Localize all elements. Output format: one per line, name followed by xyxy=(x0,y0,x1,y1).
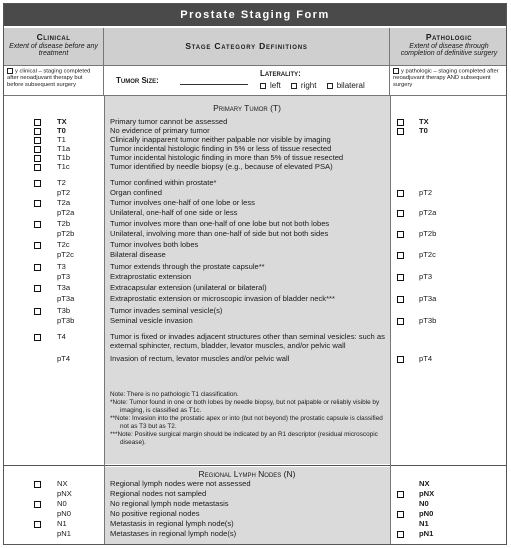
pathologic-code: pT3a xyxy=(419,294,437,303)
pathologic-code: T0 xyxy=(419,126,428,135)
stage-description: Tumor invades seminal vesicle(s) xyxy=(110,306,223,315)
laterality-options xyxy=(260,81,373,90)
clinical-checkbox[interactable] xyxy=(34,155,41,162)
primary-tumor-notes xyxy=(110,391,386,447)
tumor-laterality-row xyxy=(104,66,390,96)
pathologic-code: pT4 xyxy=(419,354,433,363)
clinical-checkbox[interactable] xyxy=(34,481,41,488)
stage-description: Clinically inapparent tumor neither palpable nor visible by imaging xyxy=(110,135,331,144)
primary-tumor-row xyxy=(4,263,507,272)
footnote: Note: There is no pathologic T1 classification. xyxy=(110,391,239,398)
clinical-checkbox[interactable] xyxy=(34,264,41,271)
clinical-code: N1 xyxy=(57,519,67,528)
primary-tumor-row xyxy=(4,199,507,208)
clinical-code: N0 xyxy=(57,499,67,508)
pathologic-checkbox[interactable] xyxy=(397,356,404,363)
clinical-checkbox[interactable] xyxy=(34,128,41,135)
clinical-code: pT3 xyxy=(57,272,71,281)
regional-nodes-row xyxy=(4,490,507,499)
clinical-checkbox[interactable] xyxy=(34,521,41,528)
laterality-right-checkbox[interactable] xyxy=(291,83,297,89)
primary-tumor-row xyxy=(4,189,507,198)
pathologic-checkbox[interactable] xyxy=(397,531,404,538)
stage-description: Seminal vesicle invasion xyxy=(110,316,193,325)
pathologic-code: NX xyxy=(419,479,430,488)
stage-description: Metastases in regional lymph node(s) xyxy=(110,529,237,538)
pathologic-code: pT2c xyxy=(419,250,436,259)
clinical-checkbox[interactable] xyxy=(34,308,41,315)
regional-nodes-section xyxy=(4,467,507,545)
laterality-bilateral-checkbox[interactable] xyxy=(327,83,333,89)
pathologic-code: pN1 xyxy=(419,529,434,538)
clinical-code: T1a xyxy=(57,144,71,153)
primary-tumor-row xyxy=(4,241,507,250)
y-pathologic-label: y pathologic – staging completed after neoadjuvant therapy AND subsequent surgery xyxy=(393,68,499,89)
primary-tumor-heading: Primary Tumor (T) xyxy=(213,103,281,113)
stage-description: No regional lymph node metastasis xyxy=(110,499,229,508)
clinical-checkbox[interactable] xyxy=(34,285,41,292)
clinical-checkbox[interactable] xyxy=(34,221,41,228)
stage-description: Tumor involves both lobes xyxy=(110,240,199,249)
clinical-code: pT3b xyxy=(57,316,75,325)
clinical-checkbox[interactable] xyxy=(34,180,41,187)
primary-tumor-row xyxy=(4,317,507,326)
regional-nodes-row xyxy=(4,480,507,489)
clinical-code: T2 xyxy=(57,178,66,187)
stage-description: Extracapsular extension (unilateral or bilateral) xyxy=(110,283,267,292)
prostate-staging-form xyxy=(3,3,507,545)
primary-tumor-row xyxy=(4,307,507,316)
clinical-code: T0 xyxy=(57,126,66,135)
pathologic-checkbox[interactable] xyxy=(397,252,404,259)
stage-description: Tumor involves more than one-half of one lobe but not both lobes xyxy=(110,219,330,228)
stage-description: Primary tumor cannot be assessed xyxy=(110,117,228,126)
primary-tumor-row xyxy=(4,273,507,282)
primary-tumor-row xyxy=(4,118,507,127)
regional-nodes-row xyxy=(4,520,507,529)
clinical-code: T1b xyxy=(57,153,71,162)
stage-description: Bilateral disease xyxy=(110,250,166,259)
stage-description: Metastasis in regional lymph node(s) xyxy=(110,519,234,528)
form-title: Prostate Staging Form xyxy=(4,4,506,26)
footnote: *Note: Tumor found in one or both lobes by needle biopsy, but not palpable or reliably visible by imaging, is classified as T1c. xyxy=(110,399,380,414)
pathologic-code: pT2b xyxy=(419,229,437,238)
primary-tumor-row xyxy=(4,163,507,172)
stage-description: Extraprostatic extension or microscopic invasion of bladder neck*** xyxy=(110,294,335,303)
primary-tumor-row xyxy=(4,179,507,188)
left-column-rule xyxy=(104,96,105,545)
stage-description: Tumor incidental histologic finding in more than 5% of tissue resected xyxy=(110,153,344,162)
pathologic-code: pT3 xyxy=(419,272,433,281)
stage-description: No positive regional nodes xyxy=(110,509,200,518)
tumor-size-label: Tumor Size: xyxy=(116,76,159,85)
footnote: **Note: Invasion into the prostatic apex or into (but not beyond) the prostatic capsule is classified not as T3 but as T2. xyxy=(110,415,383,430)
clinical-checkbox[interactable] xyxy=(34,501,41,508)
clinical-code: pNX xyxy=(57,489,72,498)
pathologic-checkbox[interactable] xyxy=(397,318,404,325)
stage-definitions-title: Stage Category Definitions xyxy=(185,41,308,51)
primary-tumor-row xyxy=(4,295,507,304)
clinical-checkbox[interactable] xyxy=(34,200,41,207)
clinical-code: pT2a xyxy=(57,208,75,217)
stage-description: Tumor incidental histologic finding in 5% or less of tissue resected xyxy=(110,144,332,153)
regional-nodes-row xyxy=(4,510,507,519)
pathologic-code: N0 xyxy=(419,499,429,508)
laterality-right[interactable]: right xyxy=(291,81,321,90)
clinical-checkbox[interactable] xyxy=(34,164,41,171)
stage-description: Invasion of rectum, levator muscles and/or pelvic wall xyxy=(110,354,290,363)
clinical-code: pN0 xyxy=(57,509,71,518)
clinical-code: NX xyxy=(57,479,68,488)
footnote: ***Note: Positive surgical margin should be indicated by an R1 descriptor (residual microscopic disease). xyxy=(110,431,378,446)
clinical-code: T3 xyxy=(57,262,66,271)
clinical-code: T1c xyxy=(57,162,70,171)
clinical-code: T2a xyxy=(57,198,71,207)
stage-description: Organ confined xyxy=(110,188,162,197)
stage-description: Unilateral, one-half of one side or less xyxy=(110,208,238,217)
stage-description: Unilateral, involving more than one-half of side but not both sides xyxy=(110,229,329,238)
stage-description: No evidence of primary tumor xyxy=(110,126,210,135)
laterality-label: Laterality: xyxy=(260,69,301,78)
pathologic-code: N1 xyxy=(419,519,429,528)
primary-tumor-row xyxy=(4,355,507,364)
clinical-code: T4 xyxy=(57,332,66,341)
laterality-left-checkbox[interactable] xyxy=(260,83,266,89)
pathologic-checkbox[interactable] xyxy=(397,491,404,498)
regional-nodes-row xyxy=(4,500,507,509)
clinical-checkbox[interactable] xyxy=(34,119,41,126)
y-pathologic-checkbox[interactable] xyxy=(393,68,399,74)
pathologic-code: pN0 xyxy=(419,509,434,518)
clinical-code: pN1 xyxy=(57,529,71,538)
pathologic-code: TX xyxy=(419,117,429,126)
stage-description: Regional nodes not sampled xyxy=(110,489,207,498)
pathologic-header xyxy=(390,28,507,66)
pathologic-checkbox[interactable] xyxy=(397,190,404,197)
clinical-code: T2b xyxy=(57,219,71,228)
clinical-code: T1 xyxy=(57,135,66,144)
pathologic-code: pT3b xyxy=(419,316,437,325)
pathologic-checkbox[interactable] xyxy=(397,274,404,281)
y-clinical-option[interactable] xyxy=(4,66,104,96)
primary-tumor-row xyxy=(4,209,507,218)
y-clinical-label: y clinical – staging completed after neoadjuvant therapy but before subsequent surgery xyxy=(7,68,91,89)
stage-description: Tumor involves one-half of one lobe or less xyxy=(110,198,255,207)
stage-definitions-header xyxy=(104,28,390,66)
stage-description: Extraprostatic extension xyxy=(110,272,192,281)
clinical-checkbox[interactable] xyxy=(34,242,41,249)
tumor-size-field[interactable] xyxy=(180,84,248,85)
clinical-checkbox[interactable] xyxy=(34,146,41,153)
pathologic-checkbox[interactable] xyxy=(397,128,404,135)
clinical-code: pT2b xyxy=(57,229,75,238)
clinical-title: Clinical xyxy=(36,32,71,42)
primary-tumor-section xyxy=(4,96,507,466)
pathologic-checkbox[interactable] xyxy=(397,210,404,217)
clinical-code: pT4 xyxy=(57,354,71,363)
clinical-subtitle: Extent of disease before any treatment xyxy=(9,42,98,58)
primary-tumor-row xyxy=(4,284,507,293)
primary-tumor-row xyxy=(4,230,507,239)
clinical-code: T2c xyxy=(57,240,70,249)
laterality-left[interactable]: left xyxy=(260,81,285,90)
pathologic-code: pNX xyxy=(419,489,435,498)
pathologic-code: pT2 xyxy=(419,188,433,197)
pathologic-code: pT2a xyxy=(419,208,437,217)
regional-nodes-row xyxy=(4,530,507,539)
stage-description: Tumor identified by needle biopsy (e.g., because of elevated PSA) xyxy=(110,162,333,171)
stage-description: Tumor is fixed or invades adjacent structures other than seminal vesicles: such as external sphincter, rectum, bladder, levator muscles, and/or pelvic wall xyxy=(110,332,385,350)
clinical-checkbox[interactable] xyxy=(34,334,41,341)
pathologic-checkbox[interactable] xyxy=(397,511,404,518)
y-pathologic-option[interactable] xyxy=(390,66,507,96)
clinical-code: TX xyxy=(57,117,67,126)
pathologic-title: Pathologic xyxy=(425,32,473,42)
clinical-code: pT3a xyxy=(57,294,75,303)
stage-description: Tumor confined within prostate* xyxy=(110,178,217,187)
primary-tumor-row xyxy=(4,220,507,229)
clinical-checkbox[interactable] xyxy=(34,137,41,144)
clinical-code: T3b xyxy=(57,306,71,315)
clinical-header xyxy=(4,28,104,66)
regional-nodes-heading: Regional Lymph Nodes (N) xyxy=(198,469,296,479)
stage-description: Regional lymph nodes were not assessed xyxy=(110,479,251,488)
stage-description: Tumor extends through the prostate capsule** xyxy=(110,262,265,271)
clinical-code: T3a xyxy=(57,283,71,292)
y-clinical-checkbox[interactable] xyxy=(7,68,13,74)
primary-tumor-row xyxy=(4,332,507,350)
pathologic-checkbox[interactable] xyxy=(397,296,404,303)
pathologic-checkbox[interactable] xyxy=(397,119,404,126)
pathologic-checkbox[interactable] xyxy=(397,231,404,238)
right-column-rule xyxy=(390,96,391,545)
clinical-code: pT2c xyxy=(57,250,74,259)
primary-tumor-row xyxy=(4,251,507,260)
section-divider xyxy=(4,465,507,466)
clinical-code: pT2 xyxy=(57,188,71,197)
laterality-bilateral[interactable]: bilateral xyxy=(327,81,369,90)
pathologic-subtitle: Extent of disease through completion of definitive surgery xyxy=(400,42,498,58)
